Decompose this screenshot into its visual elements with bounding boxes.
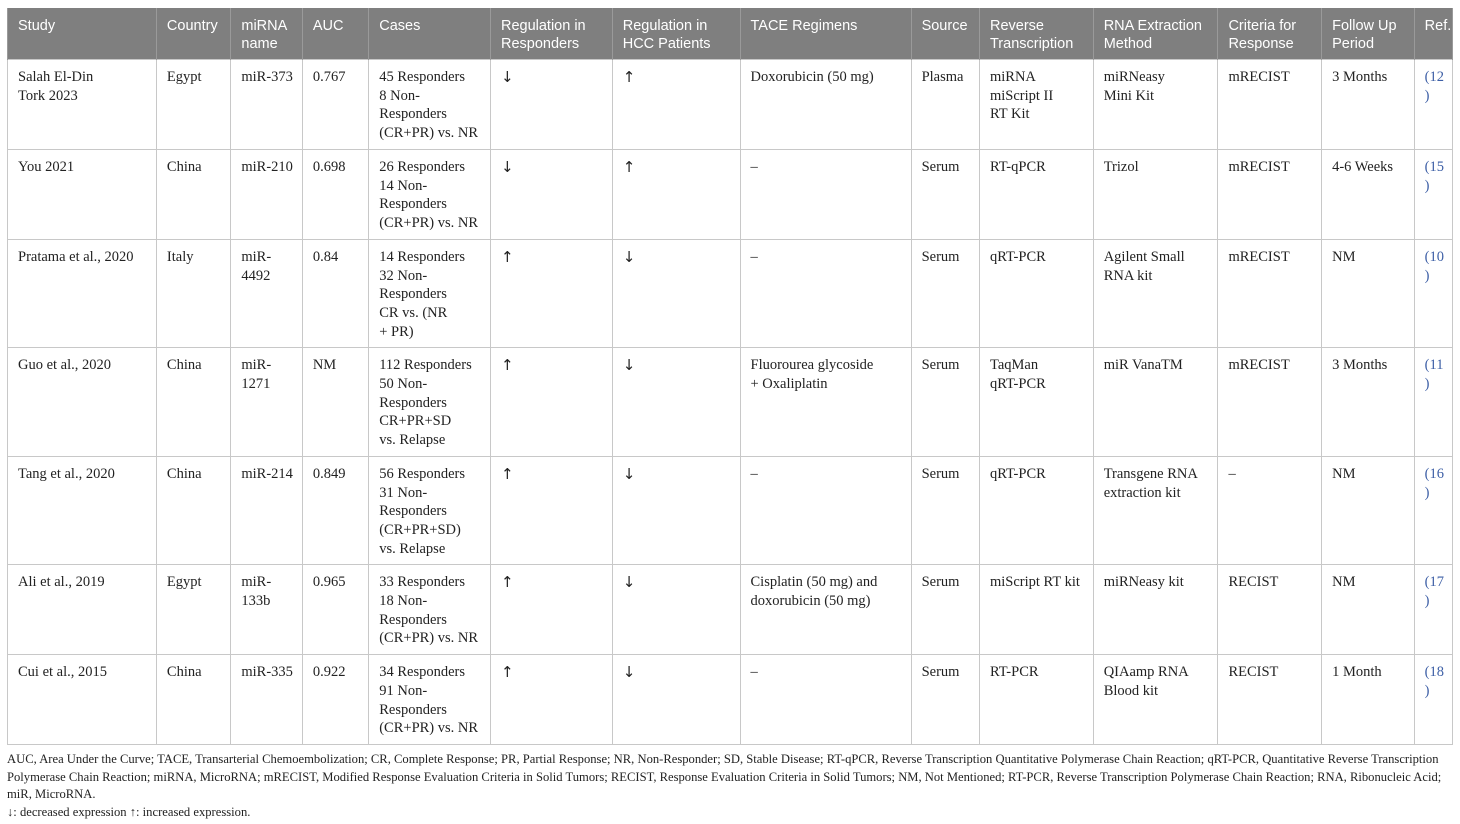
cell-ref[interactable] <box>1414 239 1452 348</box>
table-row <box>8 348 1453 457</box>
cell-study-line: You 2021 <box>18 159 75 175</box>
cell-study-line: Tang et al., 2020 <box>18 465 115 482</box>
cell-country-text: China <box>166 159 202 175</box>
cell-study-line: Ali et al., 2019 <box>18 574 105 591</box>
cell-auc-text: NM <box>312 357 337 374</box>
cell-ref[interactable] <box>1414 456 1452 565</box>
arrow-up-icon: ↑ <box>500 464 514 483</box>
table-header-row <box>8 8 1453 60</box>
cell-auc <box>302 565 368 655</box>
cell-regulation-responders <box>490 239 612 348</box>
cell-criteria <box>1218 565 1322 655</box>
cell-follow-up <box>1322 150 1415 240</box>
header-reverse-transcription: Reverse Transcription <box>979 8 1093 60</box>
cell-follow-up <box>1322 60 1415 150</box>
cell-tace-regimen <box>740 456 911 565</box>
cell-follow-up-text: NM <box>1332 465 1356 482</box>
cell-source <box>911 239 979 348</box>
cell-cases-line: 56 Responders <box>379 465 466 482</box>
cell-study <box>8 565 157 655</box>
cell-auc <box>302 348 368 457</box>
cell-source <box>911 60 979 150</box>
cell-criteria <box>1218 60 1322 150</box>
cell-country <box>156 150 230 240</box>
cell-cases-line: (CR+PR) vs. NR <box>379 215 479 232</box>
cell-criteria <box>1218 655 1322 745</box>
cell-cases <box>369 239 491 348</box>
cell-country-text: Egypt <box>166 574 202 591</box>
header-ref: Ref. <box>1414 8 1452 60</box>
cell-reverse-transcription-line: miScript RT kit <box>989 574 1080 591</box>
header-auc: AUC <box>302 8 368 60</box>
arrow-down-icon: ↓ <box>622 356 636 375</box>
cell-follow-up-text: NM <box>1332 574 1356 591</box>
cell-source-text: Serum <box>921 159 960 175</box>
header-country: Country <box>156 8 230 60</box>
cell-study-line: Pratama et al., 2020 <box>18 248 134 265</box>
cell-auc-text: 0.965 <box>312 574 346 591</box>
cell-cases-line: (CR+PR) vs. NR <box>379 125 479 142</box>
cell-tace-regimen <box>740 150 911 240</box>
cell-mirna-name <box>231 565 302 655</box>
reference-link[interactable]: (15) <box>1424 159 1444 194</box>
cell-country <box>156 565 230 655</box>
cell-regulation-responders <box>490 565 612 655</box>
cell-cases <box>369 456 491 565</box>
cell-auc-text: 0.849 <box>312 465 346 482</box>
cell-auc-text: 0.84 <box>312 248 339 265</box>
arrow-up-icon: ↑ <box>500 573 514 592</box>
cell-source <box>911 150 979 240</box>
cell-cases-line: 45 Responders <box>379 69 466 85</box>
cell-source <box>911 655 979 745</box>
cell-rna-extraction <box>1093 150 1218 240</box>
cell-study <box>8 456 157 565</box>
cell-criteria-text: – <box>1228 465 1236 482</box>
cell-criteria <box>1218 150 1322 240</box>
cell-cases-line: Responders <box>379 701 447 718</box>
cell-reverse-transcription <box>979 655 1093 745</box>
arrow-up-icon: ↑ <box>500 247 514 266</box>
cell-country <box>156 655 230 745</box>
cell-tace-regimen <box>740 655 911 745</box>
cell-tace-regimen-line: – <box>750 248 758 265</box>
cell-country <box>156 60 230 150</box>
cell-study <box>8 60 157 150</box>
cell-mirna-name-line: miR- <box>241 574 272 591</box>
cell-cases-line: Responders <box>379 394 447 411</box>
cell-reverse-transcription-line: RT Kit <box>989 106 1030 123</box>
arrow-up-icon: ↑ <box>622 68 636 86</box>
cell-follow-up <box>1322 655 1415 745</box>
reference-link[interactable]: (18) <box>1424 664 1444 699</box>
arrow-down-icon: ↓ <box>622 464 636 483</box>
cell-mirna-name-line: miR-373 <box>241 69 293 85</box>
cell-cases-line: (CR+PR+SD) <box>379 521 461 538</box>
cell-reverse-transcription-line: qRT-PCR <box>989 376 1046 393</box>
mirna-tace-table <box>7 8 1453 745</box>
cell-mirna-name <box>231 348 302 457</box>
cell-cases-line: 8 Non- <box>379 87 420 104</box>
footnote-abbreviations: AUC, Area Under the Curve; TACE, Transarterial Chemoembolization; CR, Complete Response; PR, Partial Response; NR, Non-Responder; SD, Stable Disease; RT-qPCR, Reverse Transcription Quantitative Polymerase Chain Reaction; qRT-PCR, Quantitative Reverse Transcription Polymerase Chain Reaction; miRNA, MicroRNA; mRECIST, Modified Response Evaluation Criteria in Solid Tumors; RECIST, Response Evaluation Criteria in Solid Tumors; NM, Not Mentioned; RT-PCR, Reverse Transcription Polymerase Chain Reaction; RNA, Ribonucleic Acid; miR, MicroRNA. <box>7 752 1442 801</box>
cell-tace-regimen-line: Cisplatin (50 mg) and <box>750 574 878 591</box>
cell-cases <box>369 150 491 240</box>
cell-regulation-hcc <box>612 456 740 565</box>
cell-reverse-transcription <box>979 456 1093 565</box>
cell-criteria-text: RECIST <box>1228 664 1279 681</box>
cell-mirna-name-line: miR- <box>241 357 272 374</box>
cell-study <box>8 150 157 240</box>
cell-cases-line: Responders <box>379 286 447 303</box>
cell-study-line: Cui et al., 2015 <box>18 664 108 681</box>
arrow-up-icon: ↑ <box>622 158 636 176</box>
cell-auc-text: 0.698 <box>312 159 346 175</box>
cell-rna-extraction-line: RNA kit <box>1103 267 1153 284</box>
cell-cases-line: Responders <box>379 106 447 123</box>
cell-criteria-text: mRECIST <box>1228 248 1290 265</box>
cell-criteria-text: mRECIST <box>1228 69 1290 85</box>
cell-mirna-name-line: miR-210 <box>241 159 293 175</box>
cell-cases-line: (CR+PR) vs. NR <box>379 630 479 647</box>
cell-tace-regimen <box>740 60 911 150</box>
cell-ref[interactable] <box>1414 565 1452 655</box>
cell-cases-line: 26 Responders <box>379 159 466 175</box>
cell-regulation-hcc <box>612 348 740 457</box>
cell-mirna-name-line: 133b <box>241 593 271 610</box>
cell-follow-up <box>1322 348 1415 457</box>
cell-tace-regimen-line: – <box>750 465 758 482</box>
footnote-legend: ↓: decreased expression ↑: increased expression. <box>7 804 251 819</box>
cell-tace-regimen <box>740 565 911 655</box>
cell-regulation-hcc <box>612 150 740 240</box>
cell-reverse-transcription-line: RT-qPCR <box>989 159 1046 175</box>
cell-cases <box>369 60 491 150</box>
header-mirna-name: miRNA name <box>231 8 302 60</box>
cell-study-line: Tork 2023 <box>18 87 78 104</box>
cell-cases-line: 50 Non- <box>379 376 428 393</box>
cell-mirna-name-line: miR-335 <box>241 664 293 681</box>
cell-reverse-transcription <box>979 150 1093 240</box>
cell-ref[interactable] <box>1414 655 1452 745</box>
cell-cases-line: 14 Non- <box>379 177 428 194</box>
header-tace-regimens: TACE Regimens <box>740 8 911 60</box>
cell-criteria <box>1218 456 1322 565</box>
cell-cases-line: (CR+PR) vs. NR <box>379 720 479 737</box>
cell-source <box>911 348 979 457</box>
header-cases: Cases <box>369 8 491 60</box>
cell-ref[interactable] <box>1414 60 1452 150</box>
cell-cases-line: 31 Non- <box>379 484 428 501</box>
cell-country-text: Italy <box>166 248 194 265</box>
cell-reverse-transcription-line: miScript II <box>989 87 1054 104</box>
cell-regulation-responders <box>490 348 612 457</box>
cell-mirna-name <box>231 60 302 150</box>
cell-cases-line: 112 Responders <box>379 357 472 374</box>
cell-regulation-responders <box>490 655 612 745</box>
cell-regulation-hcc <box>612 60 740 150</box>
cell-country <box>156 348 230 457</box>
cell-study-line: Guo et al., 2020 <box>18 357 112 374</box>
reference-link[interactable]: (11) <box>1424 357 1444 393</box>
cell-auc <box>302 150 368 240</box>
cell-cases-line: 34 Responders <box>379 664 466 681</box>
cell-auc <box>302 239 368 348</box>
cell-criteria-text: RECIST <box>1228 574 1279 591</box>
cell-cases-line: + PR) <box>379 323 414 340</box>
cell-follow-up <box>1322 456 1415 565</box>
table-row <box>8 565 1453 655</box>
cell-follow-up-text: 3 Months <box>1332 357 1388 374</box>
cell-cases-line: Responders <box>379 611 447 628</box>
cell-cases-line: 33 Responders <box>379 574 466 591</box>
cell-reverse-transcription <box>979 60 1093 150</box>
cell-study <box>8 239 157 348</box>
arrow-down-icon: ↓ <box>622 663 636 682</box>
cell-reverse-transcription-line: miRNA <box>989 69 1036 85</box>
cell-source-text: Serum <box>921 465 960 482</box>
cell-tace-regimen-line: – <box>750 664 758 681</box>
table-row <box>8 239 1453 348</box>
reference-link[interactable]: (16) <box>1424 465 1444 501</box>
header-source: Source <box>911 8 979 60</box>
cell-rna-extraction <box>1093 456 1218 565</box>
cell-rna-extraction-line: QIAamp RNA <box>1103 664 1189 681</box>
table-row <box>8 60 1453 150</box>
arrow-down-icon: ↓ <box>622 247 636 266</box>
cell-regulation-responders <box>490 150 612 240</box>
cell-follow-up <box>1322 565 1415 655</box>
cell-mirna-name <box>231 239 302 348</box>
cell-rna-extraction-line: extraction kit <box>1103 484 1181 501</box>
cell-country-text: China <box>166 465 202 482</box>
arrow-up-icon: ↑ <box>500 356 514 375</box>
cell-follow-up-text: 4-6 Weeks <box>1332 159 1394 175</box>
cell-source-text: Serum <box>921 664 960 681</box>
cell-cases-line: 91 Non- <box>379 682 428 699</box>
cell-tace-regimen-line: Doxorubicin (50 mg) <box>750 69 874 85</box>
cell-study-line: Salah El-Din <box>18 69 94 85</box>
cell-mirna-name-line: miR-214 <box>241 465 293 482</box>
cell-tace-regimen-line: doxorubicin (50 mg) <box>750 593 871 610</box>
cell-country-text: China <box>166 664 202 681</box>
cell-regulation-responders <box>490 60 612 150</box>
cell-cases-line: 32 Non- <box>379 267 428 284</box>
cell-criteria-text: mRECIST <box>1228 357 1290 374</box>
cell-auc <box>302 655 368 745</box>
cell-criteria-text: mRECIST <box>1228 159 1290 175</box>
table-footnote <box>7 751 1457 821</box>
cell-cases-line: 18 Non- <box>379 593 428 610</box>
header-regulation-responders: Regulation in Responders <box>490 8 612 60</box>
cell-rna-extraction <box>1093 60 1218 150</box>
cell-source-text: Serum <box>921 574 960 591</box>
cell-regulation-hcc <box>612 239 740 348</box>
cell-criteria <box>1218 348 1322 457</box>
cell-rna-extraction-line: miR VanaTM <box>1103 357 1183 374</box>
cell-rna-extraction-line: Agilent Small <box>1103 248 1185 265</box>
arrow-down-icon: ↓ <box>500 158 514 176</box>
cell-rna-extraction <box>1093 239 1218 348</box>
cell-mirna-name <box>231 456 302 565</box>
cell-criteria <box>1218 239 1322 348</box>
cell-rna-extraction <box>1093 655 1218 745</box>
cell-ref[interactable] <box>1414 348 1452 457</box>
cell-mirna-name-line: 1271 <box>241 376 271 393</box>
arrow-down-icon: ↓ <box>622 573 636 592</box>
arrow-up-icon: ↑ <box>500 663 514 682</box>
cell-tace-regimen <box>740 239 911 348</box>
header-study: Study <box>8 8 157 60</box>
cell-reverse-transcription-line: RT-PCR <box>989 664 1039 681</box>
cell-follow-up <box>1322 239 1415 348</box>
cell-regulation-responders <box>490 456 612 565</box>
cell-rna-extraction-line: Mini Kit <box>1103 87 1155 104</box>
cell-tace-regimen-line: – <box>750 159 758 175</box>
cell-country-text: China <box>166 357 202 374</box>
cell-ref[interactable] <box>1414 150 1452 240</box>
cell-cases-line: CR+PR+SD <box>379 413 452 430</box>
header-follow-up: Follow Up Period <box>1322 8 1415 60</box>
cell-mirna-name <box>231 150 302 240</box>
cell-rna-extraction-line: Transgene RNA <box>1103 465 1198 482</box>
arrow-down-icon: ↓ <box>500 68 514 86</box>
cell-country-text: Egypt <box>166 69 202 85</box>
cell-source-text: Serum <box>921 357 960 374</box>
cell-cases-line: CR vs. (NR <box>379 304 448 321</box>
table-row <box>8 456 1453 565</box>
cell-reverse-transcription-line: qRT-PCR <box>989 465 1046 482</box>
cell-cases <box>369 348 491 457</box>
reference-link[interactable]: (10) <box>1424 248 1444 284</box>
cell-source <box>911 456 979 565</box>
cell-rna-extraction-line: miRNeasy kit <box>1103 574 1184 591</box>
cell-reverse-transcription <box>979 239 1093 348</box>
cell-source-text: Plasma <box>921 69 964 85</box>
cell-country <box>156 239 230 348</box>
cell-tace-regimen-line: Fluorourea glycoside <box>750 357 874 374</box>
cell-cases <box>369 565 491 655</box>
cell-source <box>911 565 979 655</box>
header-criteria: Criteria for Response <box>1218 8 1322 60</box>
cell-tace-regimen-line: + Oxaliplatin <box>750 376 828 393</box>
cell-rna-extraction <box>1093 348 1218 457</box>
cell-follow-up-text: 3 Months <box>1332 69 1388 85</box>
cell-auc-text: 0.922 <box>312 664 346 681</box>
cell-reverse-transcription <box>979 565 1093 655</box>
cell-reverse-transcription-line: qRT-PCR <box>989 248 1046 265</box>
cell-country <box>156 456 230 565</box>
cell-follow-up-text: 1 Month <box>1332 664 1382 681</box>
cell-auc-text: 0.767 <box>312 69 346 85</box>
header-regulation-hcc: Regulation in HCC Patients <box>612 8 740 60</box>
cell-cases-line: Responders <box>379 503 447 520</box>
cell-auc <box>302 456 368 565</box>
cell-mirna-name <box>231 655 302 745</box>
cell-cases-line: 14 Responders <box>379 248 466 265</box>
cell-rna-extraction-line: Trizol <box>1103 159 1139 175</box>
reference-link[interactable]: (17) <box>1424 574 1444 610</box>
table-row <box>8 150 1453 240</box>
header-rna-extraction: RNA Extraction Method <box>1093 8 1218 60</box>
cell-follow-up-text: NM <box>1332 248 1356 265</box>
cell-reverse-transcription <box>979 348 1093 457</box>
cell-reverse-transcription-line: TaqMan <box>989 357 1039 374</box>
cell-study <box>8 655 157 745</box>
cell-auc <box>302 60 368 150</box>
table-row <box>8 655 1453 745</box>
table-body <box>8 60 1453 745</box>
cell-regulation-hcc <box>612 565 740 655</box>
cell-study <box>8 348 157 457</box>
cell-rna-extraction <box>1093 565 1218 655</box>
cell-mirna-name-line: miR- <box>241 248 272 265</box>
cell-rna-extraction-line: miRNeasy <box>1103 69 1165 85</box>
cell-cases-line: vs. Relapse <box>379 540 446 557</box>
cell-cases <box>369 655 491 745</box>
reference-link[interactable]: (12) <box>1424 69 1444 104</box>
cell-tace-regimen <box>740 348 911 457</box>
cell-rna-extraction-line: Blood kit <box>1103 682 1159 699</box>
cell-mirna-name-line: 4492 <box>241 267 271 284</box>
cell-cases-line: vs. Relapse <box>379 432 446 449</box>
cell-regulation-hcc <box>612 655 740 745</box>
cell-source-text: Serum <box>921 248 960 265</box>
cell-cases-line: Responders <box>379 196 447 213</box>
